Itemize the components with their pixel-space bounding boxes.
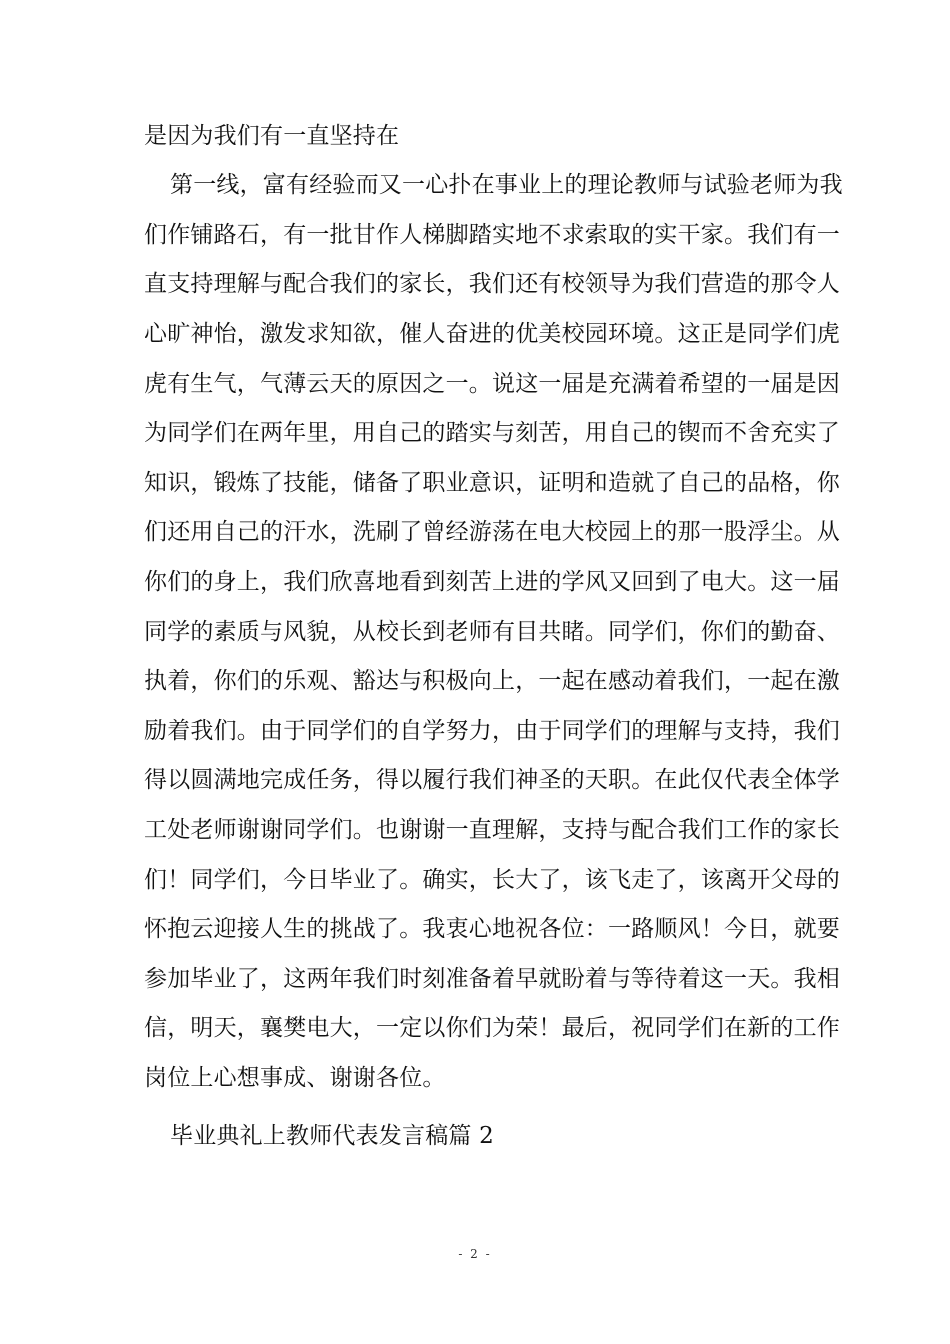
text-line: 们作铺路石，有一批甘作人梯脚踏实地不求索取的实干家。我们有一: [144, 222, 840, 248]
text-line: 直支持理解与配合我们的家长，我们还有校领导为我们营造的那令人: [144, 271, 840, 297]
text-line: 为同学们在两年里，用自己的踏实与刻苦，用自己的锲而不舍充实了: [144, 420, 840, 446]
text-line: 励着我们。由于同学们的自学努力，由于同学们的理解与支持，我们: [144, 718, 840, 744]
page-number: - 2 -: [458, 1247, 492, 1261]
text-line: 工处老师谢谢同学们。也谢谢一直理解，支持与配合我们工作的家长: [144, 817, 840, 843]
text-line: 知识，锻炼了技能，储备了职业意识，证明和造就了自己的品格，你: [144, 470, 840, 496]
text-line: 信，明天，襄樊电大，一定以你们为荣！最后，祝同学们在新的工作: [144, 1015, 840, 1041]
text-line: 参加毕业了，这两年我们时刻准备着早就盼着与等待着这一天。我相: [144, 966, 840, 992]
text-line: 第一线，富有经验而又一心扑在事业上的理论教师与试验老师为我: [170, 172, 843, 198]
text-line: 同学的素质与风貌，从校长到老师有目共睹。同学们，你们的勤奋、: [144, 619, 840, 645]
text-line: 们还用自己的汗水，洗刷了曾经游荡在电大校园上的那一股浮尘。从: [144, 519, 840, 545]
text-line: 你们的身上，我们欣喜地看到刻苦上进的学风又回到了电大。这一届: [144, 569, 840, 595]
text-line: 岗位上心想事成、谢谢各位。: [144, 1065, 446, 1091]
text-line: 心旷神怡，激发求知欲，催人奋进的优美校园环境。这正是同学们虎: [144, 321, 840, 347]
text-line: 怀抱云迎接人生的挑战了。我衷心地祝各位：一路顺风！今日，就要: [144, 916, 840, 942]
text-line: 们！同学们，今日毕业了。确实，长大了，该飞走了，该离开父母的: [144, 867, 840, 893]
section-heading: 毕业典礼上教师代表发言稿篇 2: [170, 1123, 494, 1149]
text-line: 执着，你们的乐观、豁达与积极向上，一起在感动着我们，一起在激: [144, 668, 840, 694]
text-line: 得以圆满地完成任务，得以履行我们神圣的天职。在此仅代表全体学: [144, 767, 840, 793]
text-line: 虎有生气，气薄云天的原因之一。说这一届是充满着希望的一届是因: [144, 371, 840, 397]
text-line: 是因为我们有一直坚持在: [144, 123, 400, 149]
